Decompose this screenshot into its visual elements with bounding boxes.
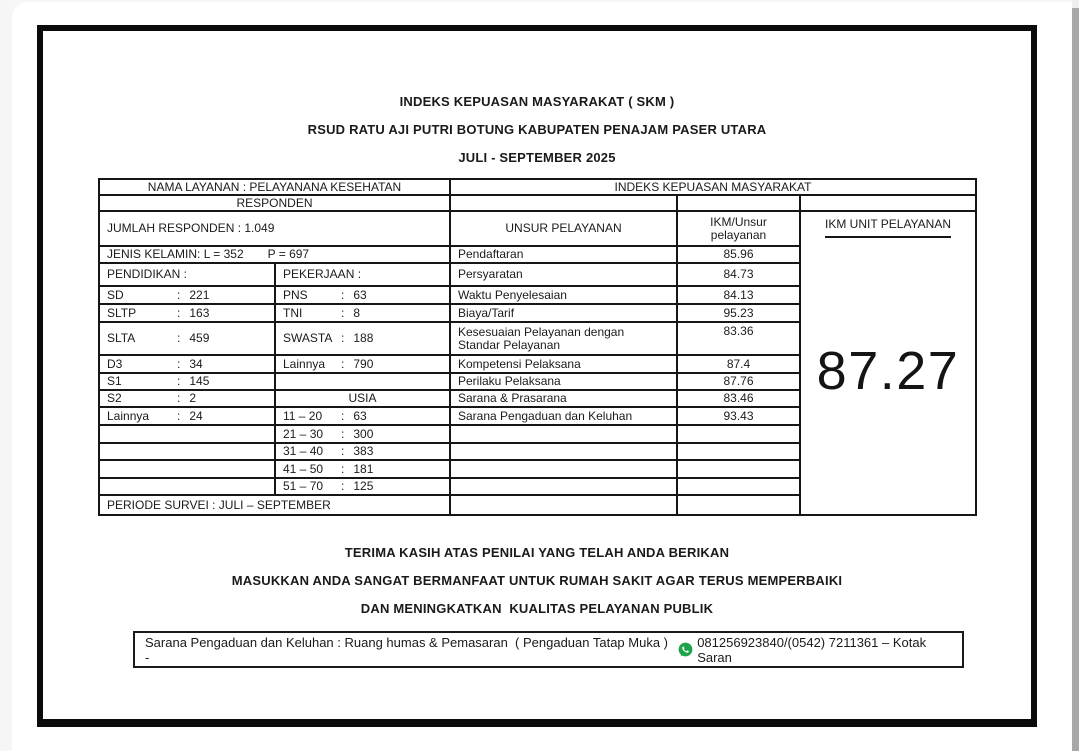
- unsur-score-cell: 87.4: [678, 356, 801, 374]
- responden-header-cell: RESPONDEN: [100, 196, 451, 212]
- stat-label: Lainnya: [283, 356, 326, 371]
- stat-label: S1: [107, 374, 122, 388]
- unsur-score-cell: 93.43: [678, 408, 801, 426]
- stat-label: 51 – 70: [283, 479, 324, 493]
- stat-label: 31 – 40: [283, 444, 324, 458]
- stat-value: 221: [189, 287, 210, 302]
- pendidikan-row: [100, 287, 276, 305]
- stat-label: Lainnya: [107, 408, 150, 423]
- colon: :: [341, 356, 345, 371]
- colon: :: [341, 305, 345, 320]
- stat-value: 34: [189, 356, 203, 371]
- unsur-name-cell: Persyaratan: [451, 264, 678, 287]
- usia-row: [276, 461, 451, 479]
- jenis-kelamin-perempuan: P = 697: [267, 247, 310, 261]
- jenis-kelamin-cell: [100, 247, 451, 264]
- colon: :: [341, 461, 345, 476]
- thanks-line-2: MASUKKAN ANDA SANGAT BERMANFAAT UNTUK RUMAH SAKIT AGAR TERUS MEMPERBAIKI: [231, 573, 843, 588]
- stat-label: D3: [107, 356, 123, 371]
- colon: :: [177, 331, 181, 345]
- empty-cell: [678, 444, 801, 461]
- colon: :: [177, 305, 181, 320]
- pekerjaan-header-cell: PEKERJAAN :: [276, 264, 451, 287]
- unsur-score-cell: 85.96: [678, 247, 801, 264]
- stat-label: SLTP: [107, 305, 137, 320]
- colon: :: [177, 356, 181, 371]
- jenis-kelamin-laki: JENIS KELAMIN: L = 352: [107, 247, 244, 261]
- contact-phone: 081256923840/(0542) 7211361 – Kotak Saran: [697, 634, 930, 665]
- report-title-block: [43, 95, 1031, 179]
- unsur-score-cell: 84.13: [678, 287, 801, 305]
- unsur-name-cell: Biaya/Tarif: [451, 305, 678, 323]
- empty-cell: [678, 461, 801, 479]
- empty-cell: [678, 196, 801, 212]
- thanks-line-1: TERIMA KASIH ATAS PENILAI YANG TELAH ANDA BERIKAN: [344, 545, 730, 560]
- unsur-score-cell: 87.76: [678, 374, 801, 391]
- empty-cell: [678, 479, 801, 496]
- stat-value: 8: [353, 305, 361, 320]
- unsur-name-cell: [451, 323, 678, 356]
- ikm-unit-value: 87.27: [816, 340, 960, 401]
- pendidikan-row: [100, 391, 276, 408]
- empty-cell: [801, 196, 975, 212]
- whatsapp-icon: [678, 642, 693, 657]
- stat-label: SD: [107, 287, 124, 302]
- pekerjaan-row: [276, 305, 451, 323]
- unsur-pelayanan-header-cell: UNSUR PELAYANAN: [451, 212, 678, 247]
- empty-cell: [100, 426, 276, 444]
- pendidikan-row: [100, 305, 276, 323]
- usia-row: [276, 408, 451, 426]
- empty-cell: [451, 426, 678, 444]
- colon: :: [341, 444, 345, 458]
- colon: :: [341, 426, 345, 441]
- stat-value: 300: [353, 426, 374, 441]
- stat-value: 63: [353, 408, 367, 423]
- unsur-score-cell: 84.73: [678, 264, 801, 287]
- colon: :: [177, 408, 181, 423]
- usia-header-cell: USIA: [276, 391, 451, 408]
- stat-value: 383: [353, 444, 374, 458]
- document-frame: [37, 25, 1037, 727]
- empty-cell: [451, 496, 678, 514]
- colon: :: [341, 408, 345, 423]
- usia-row: [276, 479, 451, 496]
- empty-cell: [451, 479, 678, 496]
- usia-row: [276, 426, 451, 444]
- empty-cell: [451, 444, 678, 461]
- ikm-unit-header-cell: IKM UNIT PELAYANAN: [825, 212, 951, 238]
- contact-box: [133, 631, 964, 668]
- stat-label: PNS: [283, 287, 308, 302]
- colon: :: [177, 391, 181, 405]
- stat-value: 24: [189, 408, 203, 423]
- ikm-unsur-header-line2: pelayanan: [710, 227, 767, 242]
- empty-cell: [100, 444, 276, 461]
- ikm-unsur-header-line1: IKM/Unsur: [710, 214, 767, 229]
- pekerjaan-row: [276, 323, 451, 356]
- ikm-header-cell: INDEKS KEPUASAN MASYARAKAT: [451, 180, 975, 196]
- unsur-score-cell: 83.36: [678, 323, 801, 356]
- stat-value: 125: [353, 479, 374, 493]
- usia-row: [276, 444, 451, 461]
- scrollbar-thumb[interactable]: [1072, 8, 1079, 751]
- pekerjaan-row: [276, 287, 451, 305]
- unsur-name-text: Kesesuaian Pelayanan dengan Standar Pelayanan: [458, 324, 625, 352]
- pekerjaan-row: [276, 356, 451, 374]
- empty-cell: [276, 374, 451, 391]
- stat-label: SLTA: [107, 331, 136, 345]
- unsur-name-cell: Sarana & Prasarana: [451, 391, 678, 408]
- stat-label: 41 – 50: [283, 461, 324, 476]
- colon: :: [341, 287, 345, 302]
- report-title: INDEKS KEPUASAN MASYARAKAT ( SKM ): [399, 94, 675, 109]
- ikm-unsur-header-cell: [678, 212, 801, 247]
- pendidikan-row: [100, 408, 276, 426]
- report-period: JULI - SEPTEMBER 2025: [458, 150, 616, 165]
- stat-label: 11 – 20: [283, 408, 323, 423]
- stat-value: 459: [189, 331, 210, 345]
- stat-value: 181: [353, 461, 374, 476]
- stat-label: TNI: [283, 305, 303, 320]
- empty-cell: [678, 496, 801, 514]
- unsur-score-cell: 95.23: [678, 305, 801, 323]
- empty-cell: [451, 461, 678, 479]
- contact-text: Sarana Pengaduan dan Keluhan : Ruang humas & Pemasaran ( Pengaduan Tatap Muka ) -: [145, 634, 672, 665]
- stat-value: 790: [353, 356, 374, 371]
- stat-value: 145: [189, 374, 210, 388]
- unsur-name-cell: Waktu Penyelesaian: [451, 287, 678, 305]
- pendidikan-row: [100, 356, 276, 374]
- empty-cell: [100, 461, 276, 479]
- stat-value: 188: [353, 331, 374, 345]
- stat-label: 21 – 30: [283, 426, 324, 441]
- nama-layanan-cell: NAMA LAYANAN : PELAYANANA KESEHATAN: [100, 180, 451, 196]
- periode-survei-cell: PERIODE SURVEI : JULI – SEPTEMBER: [100, 496, 451, 514]
- report-subtitle-hospital: RSUD RATU AJI PUTRI BOTUNG KABUPATEN PENAJAM PASER UTARA: [307, 122, 767, 137]
- stat-value: 2: [189, 391, 197, 405]
- thanks-line-3: DAN MENINGKATKAN KUALITAS PELAYANAN PUBLIK: [360, 601, 714, 616]
- unsur-name-cell: Pendaftaran: [451, 247, 678, 264]
- empty-cell: [451, 196, 678, 212]
- ikm-unit-column: [801, 212, 975, 514]
- unsur-name-cell: Perilaku Pelaksana: [451, 374, 678, 391]
- unsur-name-cell: Sarana Pengaduan dan Keluhan: [451, 408, 678, 426]
- stat-label: S2: [107, 391, 122, 405]
- pendidikan-row: [100, 323, 276, 356]
- empty-cell: [678, 426, 801, 444]
- colon: :: [341, 479, 345, 493]
- unsur-name-cell: Kompetensi Pelaksana: [451, 356, 678, 374]
- stat-value: 63: [353, 287, 367, 302]
- stat-value: 163: [189, 305, 210, 320]
- skm-table: [98, 178, 977, 516]
- stat-label: SWASTA: [283, 331, 333, 345]
- empty-cell: [100, 479, 276, 496]
- jumlah-responden-cell: JUMLAH RESPONDEN : 1.049: [100, 212, 451, 247]
- pendidikan-header-cell: PENDIDIKAN :: [100, 264, 276, 287]
- colon: :: [341, 331, 345, 345]
- colon: :: [177, 287, 181, 302]
- colon: :: [177, 374, 181, 388]
- pendidikan-row: [100, 374, 276, 391]
- unsur-score-cell: 83.46: [678, 391, 801, 408]
